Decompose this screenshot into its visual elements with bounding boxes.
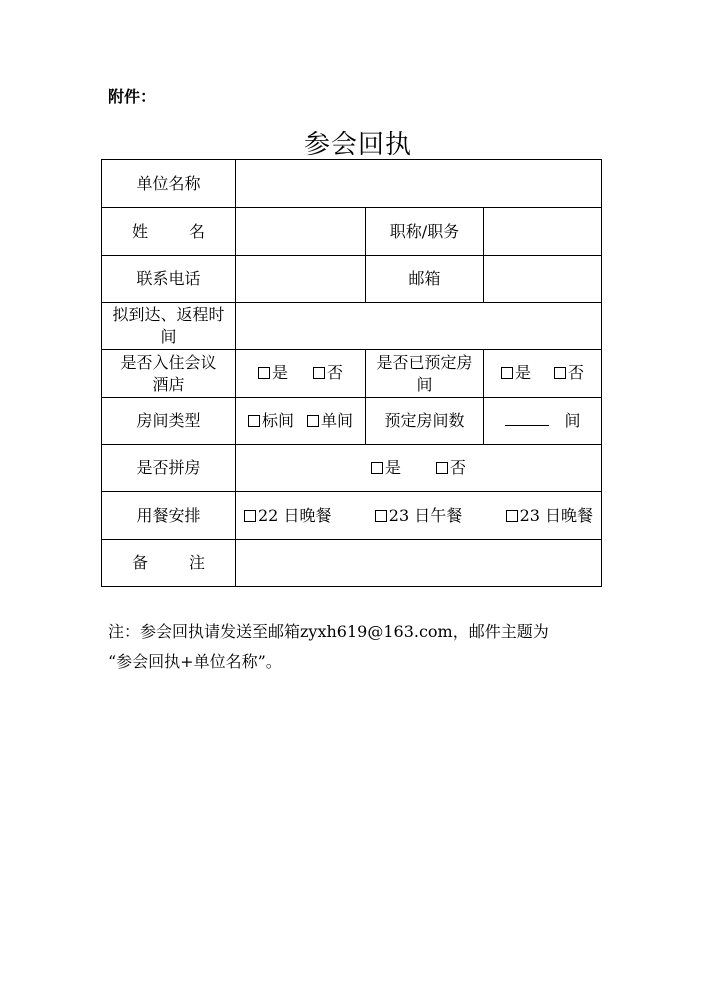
note-line-2: “参会回执+单位名称”。 <box>108 652 282 671</box>
checkbox-icon <box>248 415 260 427</box>
unit-name-label: 单位名称 <box>102 160 236 208</box>
hotel-stay-label <box>102 350 236 398</box>
room-type-label: 房间类型 <box>102 398 236 445</box>
share-room-yes-checkbox[interactable] <box>371 457 401 479</box>
checkbox-icon <box>371 462 383 474</box>
option-label: 否 <box>327 363 344 382</box>
checkbox-icon <box>307 415 319 427</box>
footer-note <box>108 617 618 677</box>
position-label: 职称/职务 <box>366 208 484 256</box>
option-label: 否 <box>450 457 467 477</box>
checkbox-icon <box>313 367 325 379</box>
email-field[interactable] <box>484 256 602 303</box>
arrival-return-field[interactable] <box>236 303 602 350</box>
email-label: 邮箱 <box>366 256 484 303</box>
hotel-stay-yes-checkbox[interactable] <box>258 362 288 384</box>
arrival-return-label <box>102 303 236 350</box>
meal-23-lunch-checkbox[interactable] <box>375 505 462 527</box>
receipt-form <box>101 159 602 587</box>
room-booked-options <box>484 350 602 398</box>
remarks-label <box>102 540 236 587</box>
name-field[interactable] <box>236 208 366 256</box>
room-unit: 间 <box>564 411 581 430</box>
hotel-stay-no-checkbox[interactable] <box>313 362 343 384</box>
hotel-stay-options <box>236 350 366 398</box>
room-count-label: 预定房间数 <box>366 398 484 445</box>
option-label: 单间 <box>321 410 354 430</box>
room-type-options <box>236 398 366 445</box>
meal-22-dinner-checkbox[interactable] <box>244 505 331 527</box>
option-label: 是 <box>514 363 531 382</box>
meal-23-dinner-checkbox[interactable] <box>506 505 593 527</box>
meals-options <box>236 492 602 540</box>
checkbox-icon <box>554 367 566 379</box>
remarks-field[interactable] <box>236 540 602 587</box>
share-room-label: 是否拼房 <box>102 445 236 492</box>
position-field[interactable] <box>484 208 602 256</box>
checkbox-icon <box>501 367 513 379</box>
standard-room-checkbox[interactable] <box>248 410 294 432</box>
note-line-1: 注：参会回执请发送至邮箱zyxh619@163.com，邮件主题为 <box>108 622 549 641</box>
page-title: 参会回执 <box>303 130 412 160</box>
unit-name-field[interactable] <box>236 160 602 208</box>
checkbox-icon <box>258 367 270 379</box>
attachment-label: 附件： <box>108 87 157 106</box>
arrival-return-text: 拟到达、返程时间 <box>112 305 225 346</box>
meals-label: 用餐安排 <box>102 492 236 540</box>
share-room-options <box>236 445 602 492</box>
option-label: 标间 <box>261 410 294 430</box>
checkbox-icon <box>244 510 256 522</box>
room-booked-yes-checkbox[interactable] <box>501 362 531 384</box>
option-label: 是 <box>384 457 401 477</box>
name-label-text: 姓 名 <box>131 221 206 241</box>
room-booked-text: 是否已预定房间 <box>376 352 473 394</box>
phone-label: 联系电话 <box>102 256 236 303</box>
checkbox-icon <box>436 462 448 474</box>
checkbox-icon <box>375 510 387 522</box>
room-booked-label <box>366 350 484 398</box>
phone-field[interactable] <box>236 256 366 303</box>
name-label <box>102 208 236 256</box>
checkbox-icon <box>506 510 518 522</box>
option-label: 是 <box>271 363 288 382</box>
option-label: 22 日晚餐 <box>258 505 332 525</box>
option-label: 23 日晚餐 <box>519 505 594 525</box>
hotel-stay-text: 是否入住会议酒店 <box>120 352 217 394</box>
room-count-blank[interactable] <box>505 411 549 426</box>
option-label: 否 <box>568 363 585 382</box>
option-label: 23 日午餐 <box>388 505 463 525</box>
room-booked-no-checkbox[interactable] <box>554 362 584 384</box>
remarks-label-text: 备 注 <box>131 553 206 572</box>
room-count-field <box>484 398 602 445</box>
single-room-checkbox[interactable] <box>307 410 353 432</box>
share-room-no-checkbox[interactable] <box>436 457 466 479</box>
